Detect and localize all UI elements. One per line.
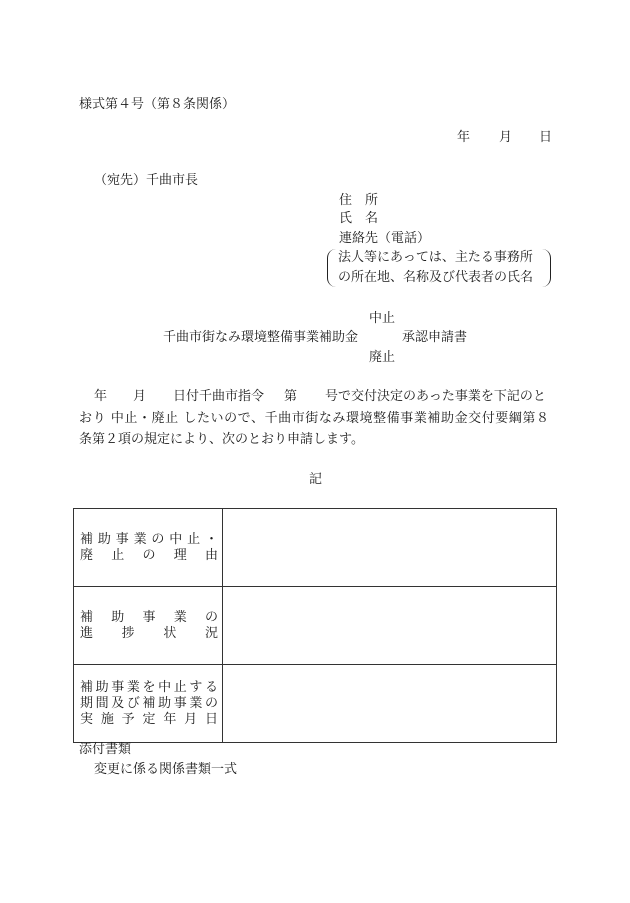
- row-label-line: 補助事業を中止する: [80, 679, 218, 695]
- applicant-note-line1: 法人等にあっては、主たる事務所: [338, 250, 533, 265]
- row-label-line: 廃止の理由: [80, 547, 218, 563]
- applicant-contact-label: 連絡先（電話）: [339, 231, 431, 246]
- row-label-line: 実施予定年月日: [80, 711, 218, 727]
- applicant-note-line2: の所在地、名称及び代表者の氏名: [338, 270, 534, 285]
- applicant-address-label: 住 所: [339, 193, 379, 208]
- body-year: 年: [94, 389, 108, 404]
- body-text-1: 日付千曲市指令: [173, 389, 265, 404]
- date-day-label: 日: [539, 130, 553, 145]
- title-option-cancel: 中止: [369, 311, 396, 326]
- row-label-line: 補助事業の中止・: [80, 531, 218, 547]
- applicant-name-label: 氏 名: [339, 211, 379, 226]
- row-label-period: [74, 665, 223, 743]
- date-year-label: 年: [457, 130, 471, 145]
- row-label-line: 期間及び補助事業の: [80, 695, 218, 711]
- body-line-2: おり 中止・廃止 したいので、千曲市街なみ環境整備事業補助金交付要綱第８: [79, 411, 549, 426]
- row-value-progress[interactable]: [223, 587, 557, 665]
- row-label-line: 進捗状況: [80, 625, 218, 641]
- table-row: [74, 587, 557, 665]
- row-label-progress: [74, 587, 223, 665]
- form-number: 様式第４号（第８条関係）: [79, 97, 236, 112]
- attachments-heading: 添付書類: [79, 742, 132, 757]
- title-option-abolish: 廃止: [369, 350, 396, 365]
- date-month-label: 月: [499, 130, 513, 145]
- row-label-reason: [74, 509, 223, 587]
- body-line-3: 条第２項の規定により、次のとおり申請します。: [79, 432, 364, 447]
- row-value-reason[interactable]: [223, 509, 557, 587]
- attachments-item: 変更に係る関係書類一式: [94, 762, 238, 777]
- application-details-table: [73, 508, 557, 743]
- addressee: （宛先）千曲市長: [94, 173, 199, 188]
- body-text-2: 号で交付決定のあった事業を下記のと: [325, 389, 546, 404]
- note-bracket-right: [540, 249, 551, 287]
- note-bracket-left: [327, 249, 338, 287]
- body-month: 月: [133, 389, 147, 404]
- title-main: 千曲市街なみ環境整備事業補助金: [163, 330, 359, 345]
- row-label-line: 補助事業の: [80, 609, 218, 625]
- table-row: [74, 665, 557, 743]
- row-value-period[interactable]: [223, 665, 557, 743]
- title-suffix: 承認申請書: [402, 330, 468, 345]
- ki-heading: 記: [309, 472, 323, 487]
- table-row: [74, 509, 557, 587]
- body-dai: 第: [284, 389, 298, 404]
